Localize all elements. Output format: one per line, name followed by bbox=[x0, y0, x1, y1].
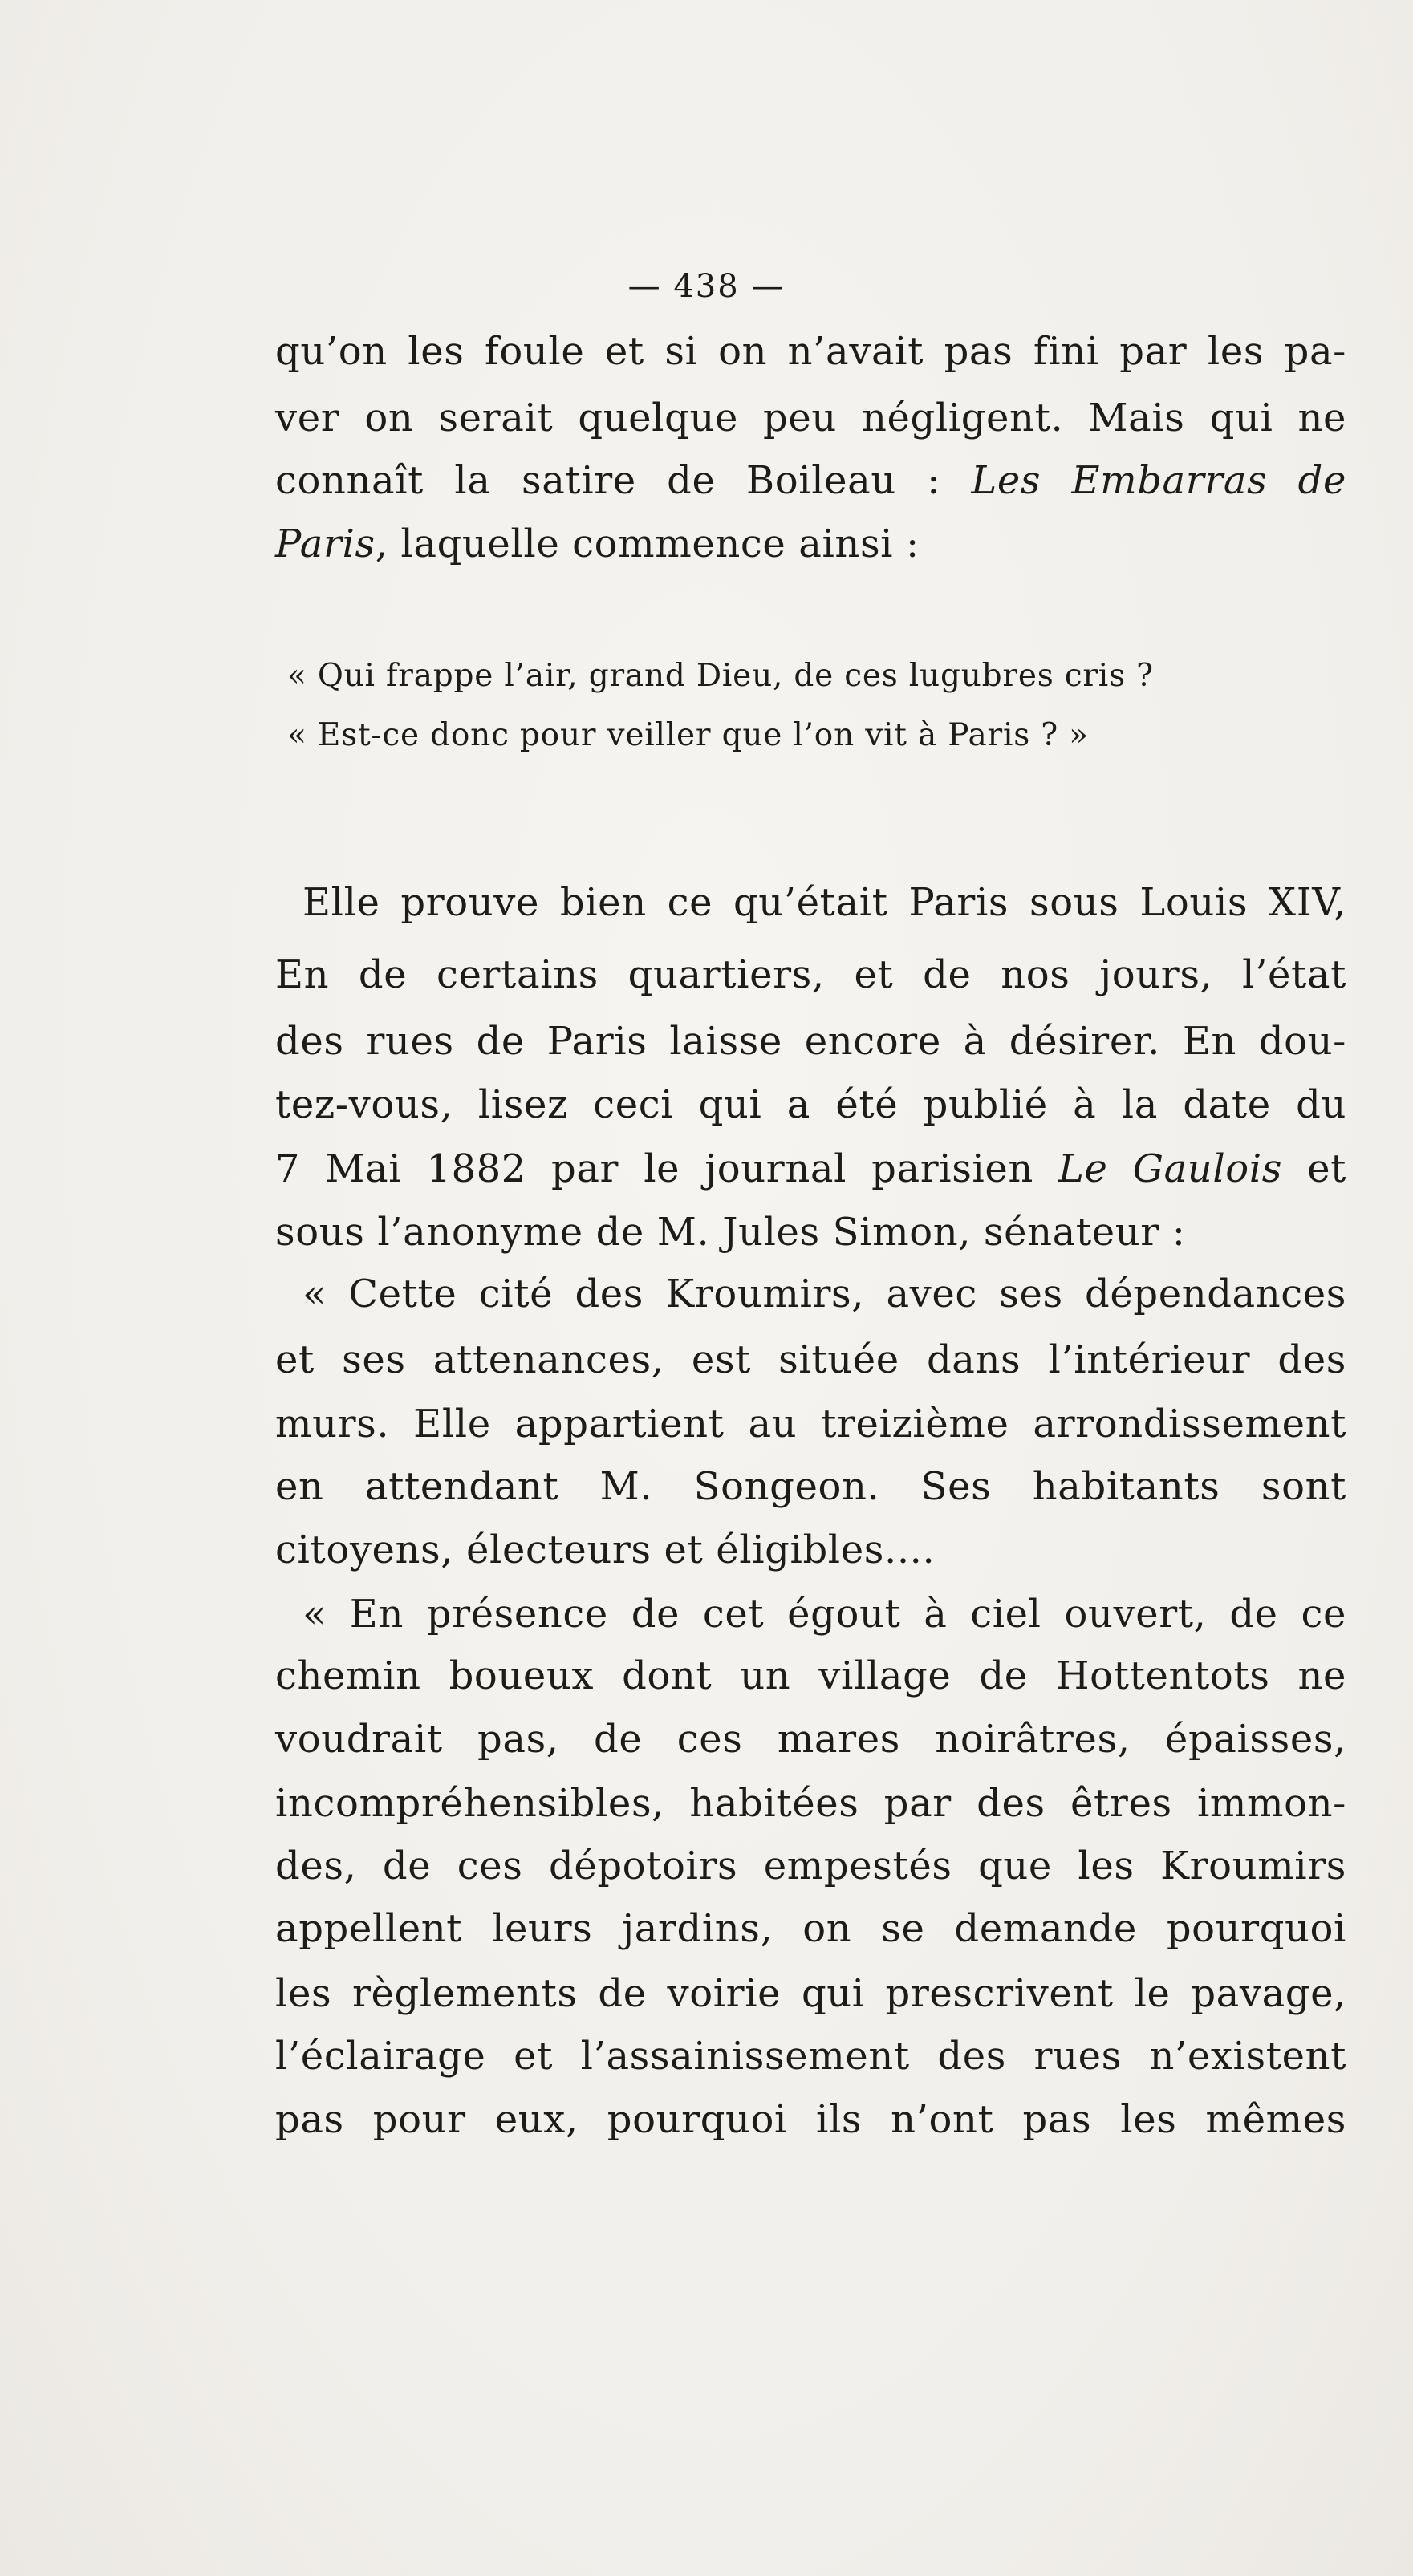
text-line bbox=[275, 520, 1346, 568]
text-line: murs. Elle appartient au treizième arrondissement bbox=[275, 1402, 1346, 1446]
text-line: « Cette cité des Kroumirs, avec ses dépendances bbox=[302, 1272, 1346, 1316]
verse-line: « Qui frappe l’air, grand Dieu, de ces lugubres cris ? bbox=[287, 658, 1154, 694]
text-line: voudrait pas, de ces mares noirâtres, épaisses, bbox=[275, 1717, 1346, 1762]
italic-title: Le Gaulois bbox=[1058, 1146, 1282, 1191]
text-line: des rues de Paris laisse encore à désirer. En dou- bbox=[275, 1019, 1346, 1064]
text-line: ver on serait quelque peu négligent. Mais qui ne bbox=[275, 396, 1346, 440]
text-line: En de certains quartiers, et de nos jours, l’état bbox=[275, 952, 1346, 997]
italic-title: Paris bbox=[275, 521, 376, 566]
text-line: appellent leurs jardins, on se demande pourquoi bbox=[275, 1906, 1346, 1951]
text-line: en attendant M. Songeon. Ses habitants sont bbox=[275, 1464, 1346, 1509]
text-line: chemin boueux dont un village de Hottentots ne bbox=[275, 1653, 1346, 1698]
text-line: incompréhensibles, habitées par des êtres immon- bbox=[275, 1781, 1346, 1826]
italic-title: Les Embarras de bbox=[971, 458, 1347, 503]
text-line bbox=[275, 1145, 1346, 1193]
text-line: l’éclairage et l’assainissement des rues n’existent bbox=[275, 2034, 1346, 2079]
verse-line: « Est-ce donc pour veiller que l’on vit à Paris ? » bbox=[287, 717, 1089, 753]
text-line: sous l’anonyme de M. Jules Simon, sénateur : bbox=[275, 1210, 1186, 1255]
text-line: Elle prouve bien ce qu’était Paris sous Louis XIV, bbox=[302, 880, 1346, 925]
text-line: tez-vous, lisez ceci qui a été publié à la date du bbox=[275, 1082, 1346, 1127]
text-line: « En présence de cet égout à ciel ouvert, de ce bbox=[302, 1592, 1346, 1637]
text-line: citoyens, électeurs et éligibles.... bbox=[275, 1527, 936, 1572]
text-line: des, de ces dépotoirs empestés que les Kroumirs bbox=[275, 1844, 1346, 1888]
text-line: pas pour eux, pourquoi ils n’ont pas les mêmes bbox=[275, 2097, 1346, 2142]
text-line: et ses attenances, est située dans l’intérieur des bbox=[275, 1337, 1346, 1382]
text-line: qu’on les foule et si on n’avait pas fini par les pa- bbox=[275, 329, 1346, 374]
text-segment: et bbox=[1281, 1146, 1346, 1191]
text-segment: connaît la satire de Boileau : bbox=[275, 458, 972, 503]
text-line: les règlements de voirie qui prescrivent le pavage, bbox=[275, 1971, 1346, 2016]
page-number-header: — 438 — bbox=[627, 268, 786, 305]
text-line bbox=[275, 456, 1346, 505]
text-segment: , laquelle commence ainsi : bbox=[375, 521, 920, 566]
text-segment: 7 Mai 1882 par le journal parisien bbox=[275, 1146, 1059, 1191]
